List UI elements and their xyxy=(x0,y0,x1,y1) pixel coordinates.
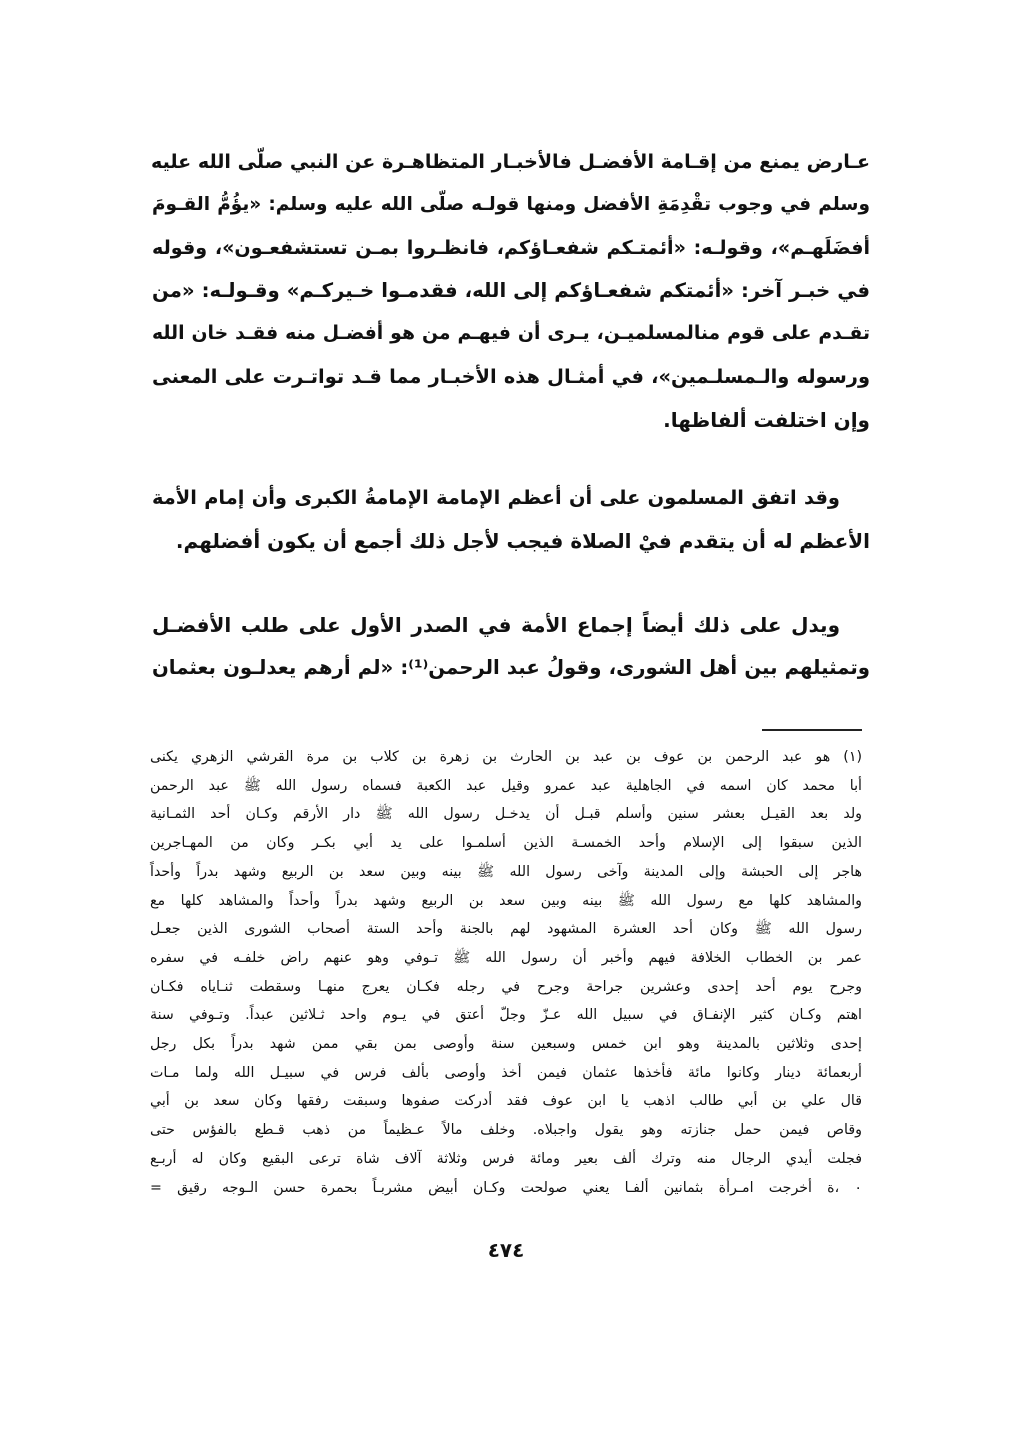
footnote-line: (١) هو عبد الرحمن بن عوف بن عبد بن الحارث بن زهرة بن كلاب بن مرة القرشي الزهري يكنى xyxy=(150,749,862,765)
footnote-line: وقاص فيمن حمل جنازته وهو يقول واجبلاه. وخلف مالاً عـظيماً من ذهب قـطع بالفؤس حتى xyxy=(150,1122,862,1139)
footnote-line: هاجر إلى الحبشة وإلى المدينة وآخى رسول الله ﷺ بينه وبين سعد بن الربيع وشهد بدراً وأحداً xyxy=(150,863,862,880)
text-line: وقد اتفق المسلمون على أن أعظم الإمامة الإمامةُ الكبرى وأن إمام الأمة xyxy=(152,486,840,509)
text-line: ويدل على ذلك أيضاً إجماع الأمة في الصدر الأول على طلب الأفضـل xyxy=(152,613,840,637)
footnote-line: عمر بن الخطاب الخلافة فيهم وأخبر أن رسول الله ﷺ تـوفي وهو عنهم راض خلفـه في سفره xyxy=(150,949,862,966)
text-line: تقـدم على قوم منالمسلميـن، يـرى أن فيهـم من هو أفضـل منه فقـد خان الله xyxy=(152,323,870,344)
text-line: وسلم في وجوب تقْدِمَةِ الأفضل ومنها قولـه صلّى الله عليه وسلم: «يؤُمُّ القـومَ xyxy=(152,194,870,215)
page-number: ٤٧٤ xyxy=(487,1238,525,1262)
text-line: في خبـر آخر: «أئمتكم شفعـاؤكم إلى الله، فقدمـوا خـيركـم» وقـولـه: «من xyxy=(152,279,870,302)
footnote-line: إحدى وثلاثين بالمدينة وهو ابن خمس وسبعين سنة وأوصى بمن بقي ممن شهد بدراً بكل رجل xyxy=(150,1036,862,1052)
text-line: وتمثيلهم بين أهل الشورى، وقولُ عبد الرحمن⁽¹⁾: «لم أرهم يعدلـون بعثمان xyxy=(152,656,870,679)
text-line: ورسوله والـمسلـمين»، في أمثـال هذه الأخبـار مما قـد تواتـرت على المعنى xyxy=(152,365,870,388)
footnote-line: ٠ ،ة أخرجت امـرأة بثمانين ألفـا يعني صولحت وكـان أبيض مشربـاً بحمرة حسن الـوجه رقيق = xyxy=(150,1179,862,1196)
footnote-line: ولد بعد القيـل بعشر سنين وأسلم قبـل أن يدخـل رسول الله ﷺ دار الأرقم وكـان أحد الثمـانية xyxy=(150,806,862,823)
text-line: أفضَلَهـم»، وقولـه: «أئمتـكم شفعـاؤكم، فانظـروا بمـن تستشفعـون»، وقوله xyxy=(152,236,870,259)
footnote-line: رسول الله ﷺ وكان أحد العشرة المشهود لهم بالجنة وأحد الستة أصحاب الشورى الذين جعـل xyxy=(150,921,862,938)
footnote-line: الذين سبقوا إلى الإسلام وأحد الخمسـة الذين أسلمـوا على يد أبي بكـر وكان من المهـاجرين xyxy=(150,835,862,852)
footnote-line: والمشاهد كلها مع رسول الله ﷺ بينه وبين سعد بن الربيع وشهد بدراً وأحداً والمشاهد كلها مع xyxy=(150,892,862,909)
footnote-line: وجرح يوم أحد إحدى وعشرين جراحة وجرح في رجله فكـان يعرج منهـا وسقطت ثنـاياه فكـان xyxy=(150,978,862,995)
footnote-line: اهتم وكـان كثير الإنفـاق في سبيل الله عـزّ وجلّ أعتق في يـوم واحد ثـلاثين عبداً. وتـوفي سنة xyxy=(150,1007,862,1024)
footnote-line: أبا محمد كان اسمه في الجاهلية عبد عمرو وقيل عبد الكعبة فسماه رسول الله ﷺ عبد الرحمن xyxy=(150,777,862,794)
footnote-separator xyxy=(762,729,862,731)
footnote-line: فجلت أيدي الرجال منه وترك ألف بعير ومائة فرس وثلاثة آلاف شاة ترعى البقيع وكان له أربـع xyxy=(150,1150,862,1167)
text-line: الأعظم له أن يتقدم فيْ الصلاة فيجب لأجل ذلك أجمع أن يكون أفضلهم. xyxy=(175,529,870,553)
text-line: وإن اختلفت ألفاظها. xyxy=(663,408,870,432)
text-line: عـارض يمنع من إقـامة الأفضـل فالأخبـار المتظاهـرة عن النبي صلّى الله عليه xyxy=(151,150,870,173)
footnote-line: أربعمائة دينار وكانوا مائة فأخذها عثمان فيمن أخذ وأوصى بألف فرس في سبيـل الله ولما مـات xyxy=(150,1064,862,1081)
footnote-line: قال علي بن أبي طالب اذهب يا ابن عوف فقد أدركت صفوها وسبقت رفقها وكان سعد بن أبي xyxy=(150,1093,862,1110)
